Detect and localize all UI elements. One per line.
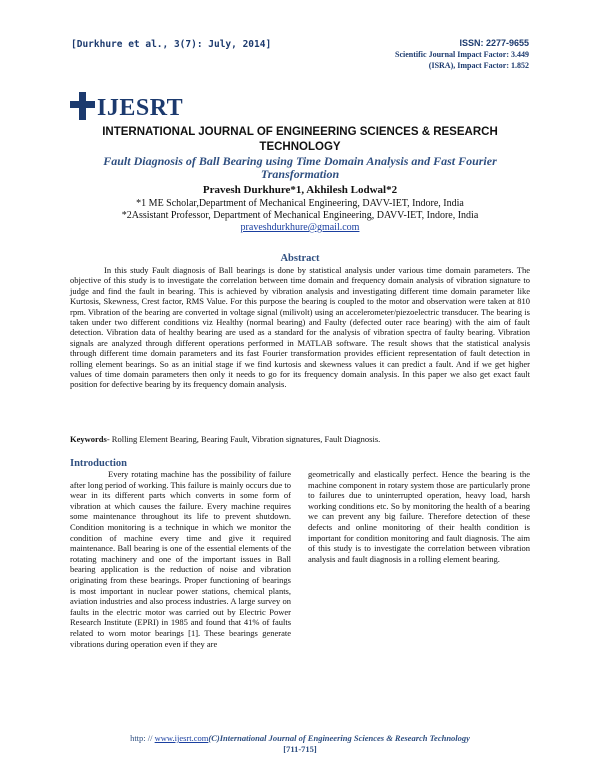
footer-website-link[interactable]: www.ijesrt.com: [154, 733, 209, 743]
footer-url-prefix: http: //: [130, 733, 155, 743]
paper-title: Fault Diagnosis of Ball Bearing using Time Domain Analysis and Fast Fourier Transformation: [103, 154, 497, 181]
page-range: [711-715]: [283, 744, 317, 754]
author-email-link[interactable]: praveshdurkhure@gmail.com: [240, 222, 360, 233]
abstract-body: In this study Fault diagnosis of Ball bearings is done by statistical analysis under various time domain parameters. The objective of this study is to investigate the correlation between time domain and frequency domain analysis of vibration signature to judge and find the fault in bearing. This is achieved by vibration analysis and investigating different time domain parameter like Kurtosis, Skewness, Crest factor, RMS Value. For this purpose the bearing is coupled to the motor and observation were taken at 810 rpm. Vibration of the bearing are converted in voltage signal (milivolt) using an accelerometer/piezoelectric transducer. The bearing is taken under two different conditions viz Healthy (normal bearing) and Faulty (defected outer race bearing) with the aim of fault detection. Vibration data of healthy bearing are used as a standard for the analysis of vibration spectra of faulty bearing. Vibration signals are analyzed through different operations performed in MATLAB software. The result shows that the statistical analysis through different time domain parameters and its fast Fourier transformation provides efficient representation of fault detection in rolling element bearings. So as an initial stage if we find kurtosis and skewness values it can predict a fault. And if we get higher values of time domain parameters then only it needs to go for its frequency domain analysis. In this paper we also get exact fault position for defective bearing by its frequency domain analysis.: [70, 265, 530, 390]
paper-authors: Pravesh Durkhure*1, Akhilesh Lodwal*2: [202, 184, 398, 196]
keywords-label: Keywords: [70, 434, 107, 444]
logo-text: IJESRT: [97, 95, 184, 121]
journal-name: INTERNATIONAL JOURNAL OF ENGINEERING SCIENCES & RESEARCH TECHNOLOGY: [102, 126, 498, 153]
journal-metrics: [395, 38, 529, 71]
introduction-right-column: geometrically and elastically perfect. Hence the bearing is the machine component in rotary system those are particularly prone to failures due to uninterrupted operation, heavy load, harsh working conditions etc. So by monitoring the health of a bearing we can prevent any big failure. Therefore detection of these defects and online monitoring of their health condition is important for condition monitoring and fault diagnosis. The aim of this study is to investigate the correlation between vibration analysis and fault diagnosis in a rolling element bearing.: [308, 469, 530, 564]
journal-logo: [70, 92, 183, 120]
page-footer: [70, 733, 530, 755]
introduction-heading: Introduction: [70, 458, 127, 469]
abstract-heading: Abstract: [280, 253, 320, 264]
plus-sign-icon: [70, 92, 96, 120]
impact-factor-1: Scientific Journal Impact Factor: 3.449: [395, 50, 529, 59]
impact-factor-2: (ISRA), Impact Factor: 1.852: [428, 61, 529, 70]
author-email-line: [70, 222, 530, 233]
affiliation-1: *1 ME Scholar,Department of Mechanical Engineering, DAVV-IET, Indore, India: [136, 198, 464, 209]
keywords-text: - Rolling Element Bearing, Bearing Fault, Vibration signatures, Fault Diagnosis.: [106, 434, 381, 444]
introduction-left-column: Every rotating machine has the possibility of failure after long period of working. This failure is mainly occurs due to wear in its different parts which converts in some form of vibration at which causes the failure. Every machine requires some maintenance throughout its life to prevent shutdown. Condition monitoring is a technique in which we monitor the condition of machine every time and give it required maintenance. Ball bearing is one of the essential elements of the rotating machinery and one of the important issues in Ball bearing application is the reduction of noise and vibration originating from these bearings. Proper functioning of bearings is most important in nuclear power stations, chemical plants, aviation industries and also process industries. A large survey on faults in the electric motor was carried out by Electric Power Research Institute (EPRI) in 1985 and found that 41% of faults related to worn motor bearings [1]. These bearings generate vibrations during operation even if they are: [70, 469, 291, 649]
keywords: [70, 434, 530, 444]
citation-header: [Durkhure et al., 3(7): July, 2014]: [71, 39, 272, 50]
affiliation-2: *2Assistant Professor, Department of Mechanical Engineering, DAVV-IET, Indore, India: [121, 210, 479, 221]
issn: ISSN: 2277-9655: [459, 38, 529, 48]
footer-line: [70, 733, 530, 744]
footer-journal: (C)International Journal of Engineering Sciences & Research Technology: [208, 733, 470, 743]
